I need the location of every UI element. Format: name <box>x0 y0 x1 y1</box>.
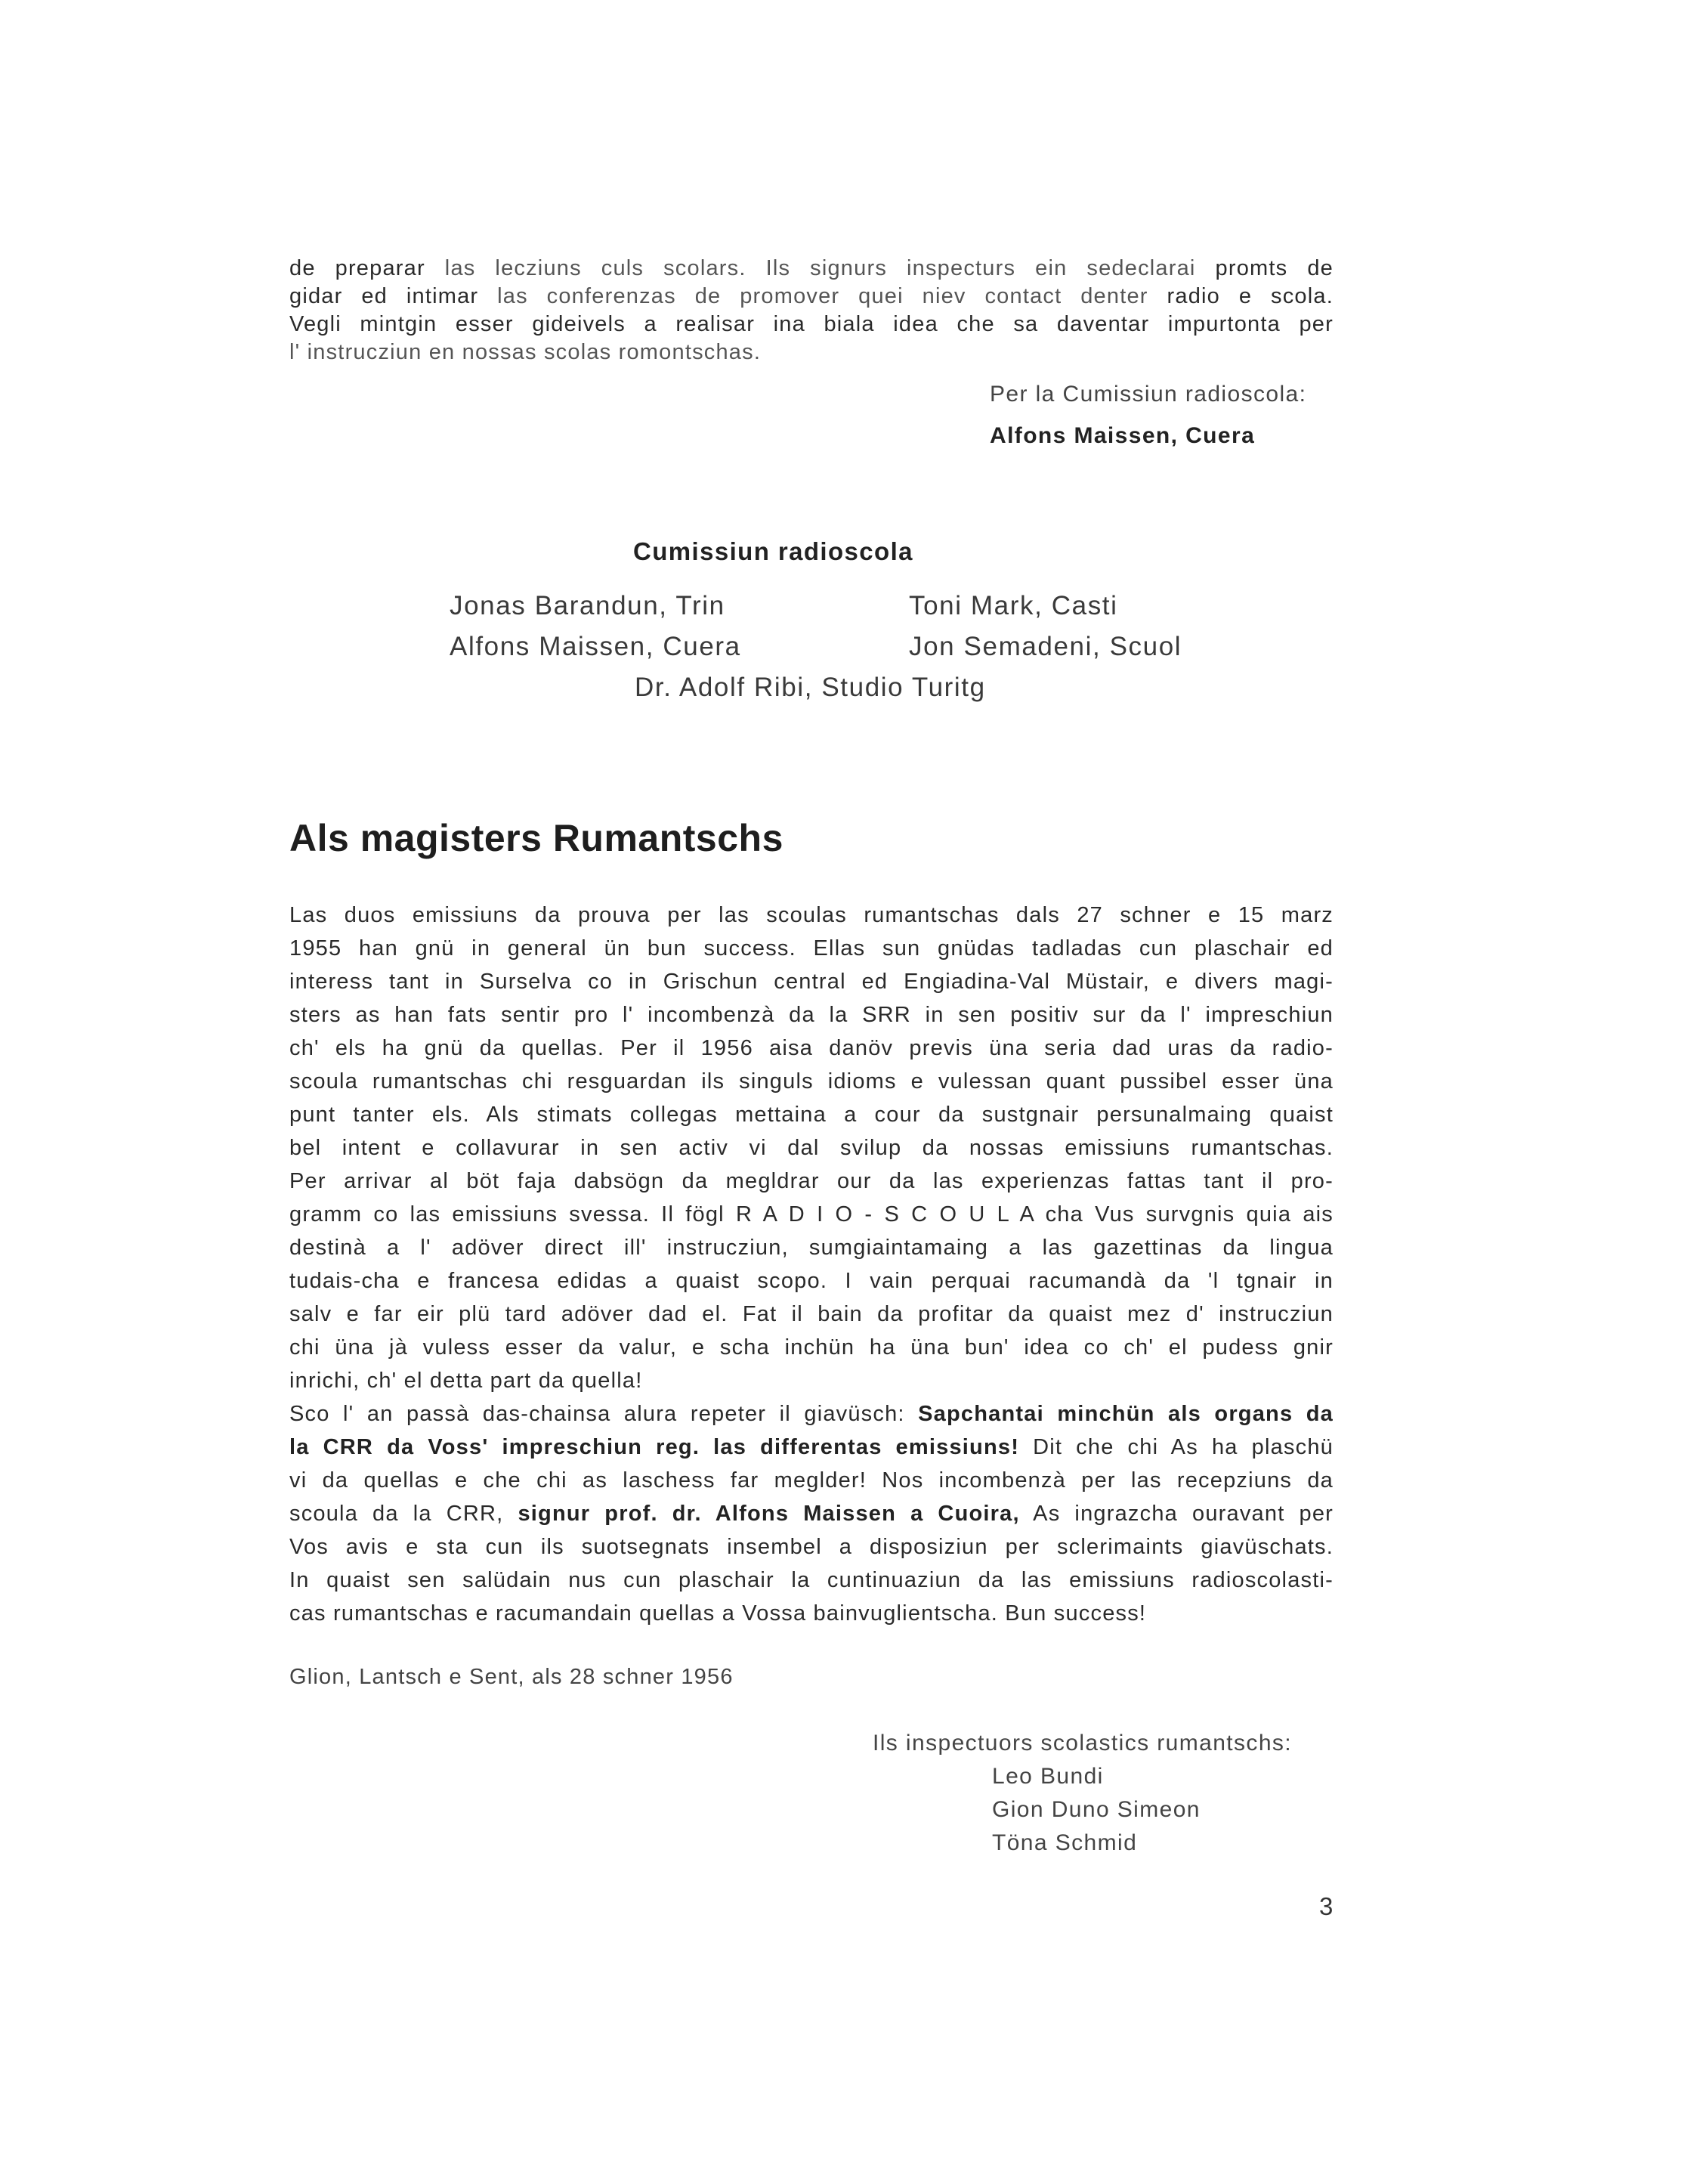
page-number: 3 <box>1319 1892 1334 1920</box>
text-run: bel intent e collavurar in sen activ vi dal svilup da nossas emissiuns rumantschas. <box>289 1136 1334 1160</box>
article-heading: Als magisters Rumantschs <box>289 817 783 859</box>
text-run: Sco l' an passà das-chainsa alura repeter il giavüsch: <box>289 1402 919 1426</box>
inspector-name: Gion Duno Simeon <box>992 1797 1201 1822</box>
committee-member: Jonas Barandun, Trin <box>450 591 725 620</box>
text-run: destinà a l' adöver direct ill' instrucziun, sumgiaintamaing a las gazettinas da lingua <box>289 1236 1334 1260</box>
text-line <box>289 965 1334 998</box>
text-line <box>289 1298 1334 1331</box>
inspectors-label: Ils inspectuors scolastics rumantschs: <box>873 1731 1293 1756</box>
text-run: Las duos emissiuns da prouva per las scoulas rumantschas dals 27 schner e 15 marz <box>289 903 1334 927</box>
text-line <box>289 1464 1334 1497</box>
text-run: Dit che chi As ha plaschü <box>1019 1435 1334 1459</box>
committee-member: Dr. Adolf Ribi, Studio Turitg <box>635 673 986 702</box>
text-run: vi da quellas e che chi as laschess far meglder! Nos incombenzà per las recepziuns da <box>289 1468 1334 1493</box>
committee-member: Alfons Maissen, Cuera <box>450 632 741 661</box>
text-line <box>289 311 1334 339</box>
text-line <box>289 998 1334 1032</box>
text-run: scoula da la CRR, <box>289 1502 518 1526</box>
bold-text-run: signur prof. dr. Alfons Maissen a Cuoira, <box>518 1502 1020 1526</box>
article-text <box>289 899 1334 1630</box>
committee-member: Jon Semadeni, Scuol <box>909 632 1182 661</box>
bold-text-run: la CRR da Voss' impreschiun reg. las differentas emissiuns! <box>289 1435 1020 1459</box>
signature-label: Per la Cumissiun radioscola: <box>990 382 1307 407</box>
text-line <box>289 1397 1334 1431</box>
article-body <box>289 899 1334 1630</box>
text-run: de preparar <box>289 256 445 280</box>
text-run: tudais-cha e francesa edidas a quaist scopo. I vain perquai racumandà da 'l tgnair in <box>289 1269 1334 1293</box>
text-run: In quaist sen salüdain nus cun plaschair la cuntinuaziun da las emissiuns radioscolasti- <box>289 1568 1334 1592</box>
text-line <box>289 1331 1334 1364</box>
committee-title: Cumissiun radioscola <box>633 537 913 565</box>
text-run: las conferenzas de promover quei niev contact denter <box>497 284 1167 308</box>
text-line <box>289 1497 1334 1530</box>
text-line <box>289 1597 1334 1630</box>
inspector-name: Leo Bundi <box>992 1764 1104 1789</box>
text-run: cas rumantschas e racumandain quellas a Vossa bainvuglientscha. Bun success! <box>289 1601 1147 1626</box>
text-run: As ingrazcha ouravant per <box>1019 1502 1334 1526</box>
text-run: impurtonta per <box>1167 312 1334 336</box>
bold-text-run: Sapchantai minchün als organs da <box>918 1402 1334 1426</box>
text-run: interess tant in Surselva co in Grischun central ed Engiadina-Val Müstair, e divers magi- <box>289 970 1334 994</box>
text-run: l' instrucziun en nossas scolas romontschas. <box>289 340 762 364</box>
place-date: Glion, Lantsch e Sent, als 28 schner 1956 <box>289 1665 734 1689</box>
text-run: promts de <box>1215 256 1334 280</box>
text-line <box>289 1530 1334 1564</box>
intro-text <box>289 255 1334 367</box>
text-run: Vegli mintgin esser gideivels a realisar ina biala idea che sa daventar <box>289 312 1168 336</box>
committee-member: Toni Mark, Casti <box>909 591 1118 620</box>
text-line <box>289 283 1334 311</box>
text-run: ch' els ha gnü da quellas. Per il 1956 aisa danöv previs üna seria dad uras da radio- <box>289 1036 1334 1060</box>
text-line <box>289 1364 1334 1397</box>
text-run: Vos avis e sta cun ils suotsegnats insembel a disposiziun per sclerimaints giavüschats. <box>289 1535 1334 1559</box>
signature-name: Alfons Maissen, Cuera <box>990 423 1256 448</box>
text-line <box>289 255 1334 283</box>
text-run: las lecziuns culs scolars. Ils signurs inspecturs ein sedeclarai <box>444 256 1216 280</box>
inspector-name: Töna Schmid <box>992 1830 1138 1855</box>
text-run: gramm co las emissiuns svessa. Il fögl R A D I O - S C O U L A cha Vus survgnis quia ais <box>289 1202 1334 1227</box>
text-run: scoula rumantschas chi resguardan ils singuls idioms e vulessan quant pussibel esser üna <box>289 1069 1334 1094</box>
text-line <box>289 1131 1334 1165</box>
text-line <box>289 932 1334 965</box>
text-line <box>289 1431 1334 1464</box>
text-line <box>289 1165 1334 1198</box>
text-line <box>289 1231 1334 1264</box>
intro-paragraph <box>289 255 1334 367</box>
text-run: punt tanter els. Als stimats collegas mettaina a cour da sustgnair persunalmaing quaist <box>289 1103 1334 1127</box>
text-line <box>289 339 1334 367</box>
text-run: inrichi, ch' el detta part da quella! <box>289 1369 643 1393</box>
text-run: sters as han fats sentir pro l' incombenzà da la SRR in sen positiv sur da l' impreschiun <box>289 1003 1334 1027</box>
text-run: radio e scola. <box>1167 284 1334 308</box>
text-line <box>289 1065 1334 1098</box>
text-line <box>289 1564 1334 1597</box>
text-line <box>289 1098 1334 1131</box>
text-run: chi üna jà vuless esser da valur, e scha inchün ha üna bun' idea co ch' el pudess gnir <box>289 1335 1334 1360</box>
text-line <box>289 1032 1334 1065</box>
text-run: salv e far eir plü tard adöver dad el. Fat il bain da profitar da quaist mez d' instrucziun <box>289 1302 1334 1326</box>
text-line <box>289 1198 1334 1231</box>
text-run: 1955 han gnü in general ün bun success. Ellas sun gnüdas tadladas cun plaschair ed <box>289 936 1334 961</box>
text-run: Per arrivar al böt faja dabsögn da megldrar our da las experienzas fattas tant il pro- <box>289 1169 1334 1193</box>
text-line <box>289 1264 1334 1298</box>
text-run: gidar ed intimar <box>289 284 498 308</box>
text-line <box>289 899 1334 932</box>
